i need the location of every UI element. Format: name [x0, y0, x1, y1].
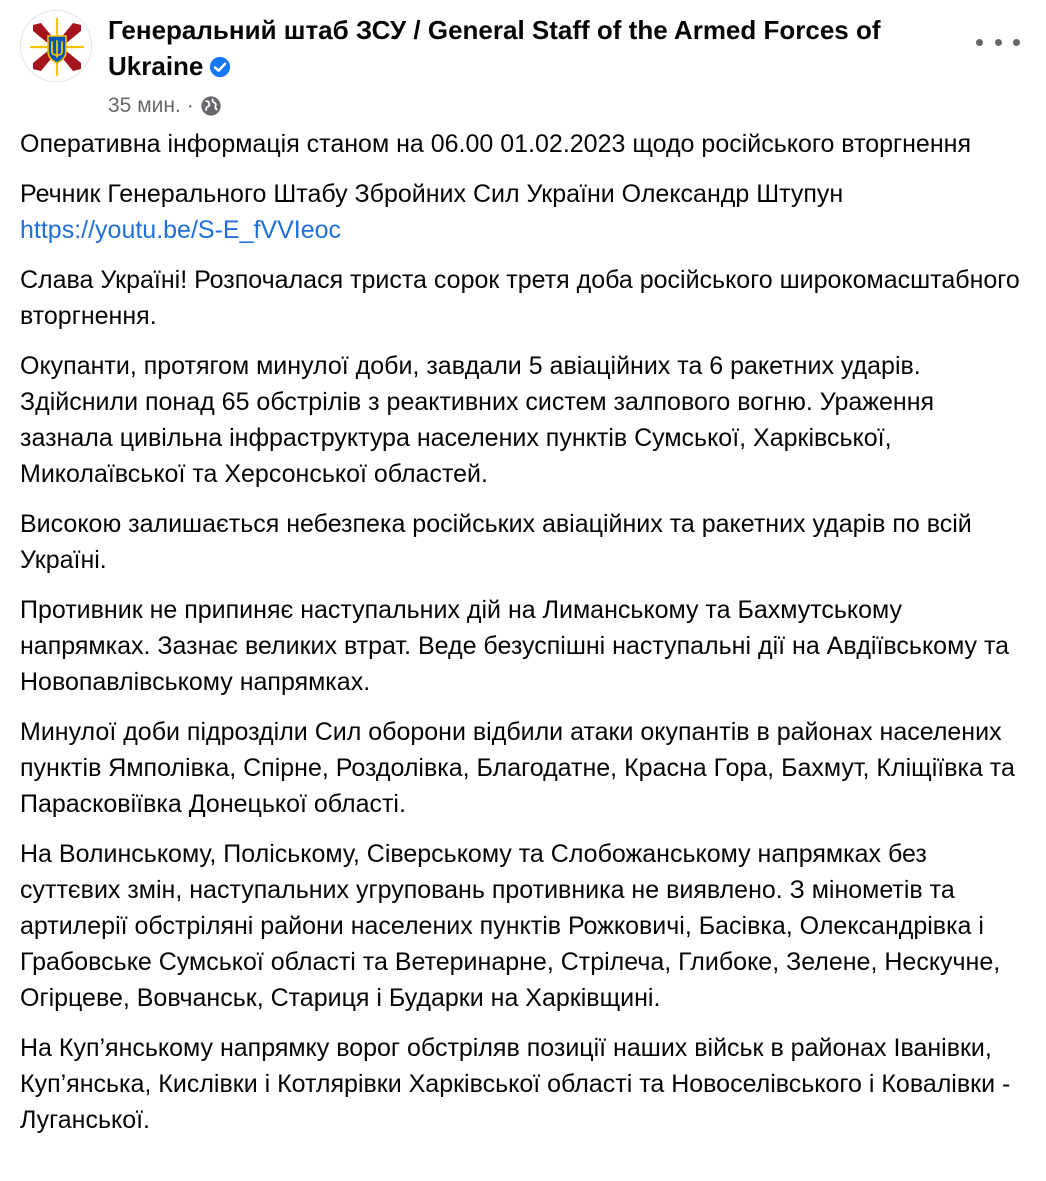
armed-forces-emblem-icon: [21, 11, 92, 82]
post-paragraph-5: Високою залишається небезпека російських авіаційних та ракетних ударів по всій Україні.: [20, 510, 972, 574]
verified-badge-icon: [209, 56, 231, 78]
post-paragraph-6: Противник не припиняє наступальних дій на Лиманському та Бахмутському напрямках. Зазнає великих втрат. Веде безуспішні наступальні дії на Авдіївському та Новопавлівському напрямках.: [20, 596, 1010, 696]
author-name-text[interactable]: Генеральний штаб ЗСУ / General Staff of the Armed Forces of Ukraine: [108, 15, 881, 81]
post-paragraph-7: Минулої доби підрозділи Сил оборони відбили атаки окупантів в районах населених пунктів Ямполівка, Спірне, Роздолівка, Благодатне, Красна Гора, Бахмут, Кліщіївка та Парасковіївка Донецької області.: [20, 718, 1015, 818]
post-meta: [108, 92, 928, 120]
author-name[interactable]: [108, 12, 928, 84]
spokesperson-text: Речник Генерального Штабу Збройних Сил України Олександр Штупун: [20, 180, 844, 208]
author-block: [108, 12, 928, 120]
post-header: [20, 10, 1026, 120]
more-options-icon-dot: [995, 39, 1002, 46]
more-options-button[interactable]: [976, 28, 1020, 56]
more-options-icon-dot: [1013, 39, 1020, 46]
more-options-icon: [976, 39, 983, 46]
post-paragraph-3: Слава Україні! Розпочалася триста сорок третя доба російського широкомасштабного вторгнення.: [20, 266, 1020, 330]
post-paragraph-4: Окупанти, протягом минулої доби, завдали 5 авіаційних та 6 ракетних ударів. Здійснили понад 65 обстрілів з реактивних систем залпового вогню. Ураження зазнала цивільна інфраструктура населених пунктів Сумської, Харківської, Миколаївської та Херсонської областей.: [20, 352, 935, 488]
youtube-link[interactable]: https://youtu.be/S-E_fVVIeoc: [20, 216, 342, 244]
post-paragraph-1: Оперативна інформація станом на 06.00 01.02.2023 щодо російського вторгнення: [20, 130, 971, 158]
post-paragraph-8: На Волинському, Поліському, Сіверському та Слобожанському напрямках без суттєвих змін, наступальних угруповань противника не виявлено. З мінометів та артилерії обстріляні райони населених пунктів Рожковичі, Басівка, Олександрівка і Грабовське Сумської області та Ветеринарне, Стрілеча, Глибоке, Зелене, Нескучне, Огірцеве, Вовчанськ, Стариця і Бударки на Харківщині.: [20, 840, 1001, 1012]
avatar[interactable]: [20, 10, 92, 82]
post-paragraph-2: [20, 176, 1030, 248]
globe-icon[interactable]: [200, 95, 222, 117]
post-paragraph-9: На Куп’янському напрямку ворог обстріляв позиції наших військ в районах Іванівки, Куп’янська, Кислівки і Котлярівки Харківської області та Новоселівського і Ковалівки - Луганської.: [20, 1034, 1011, 1134]
meta-separator: ·: [186, 94, 194, 117]
post-body: [20, 126, 1030, 1152]
post-timestamp[interactable]: 35 мин.: [108, 94, 181, 117]
